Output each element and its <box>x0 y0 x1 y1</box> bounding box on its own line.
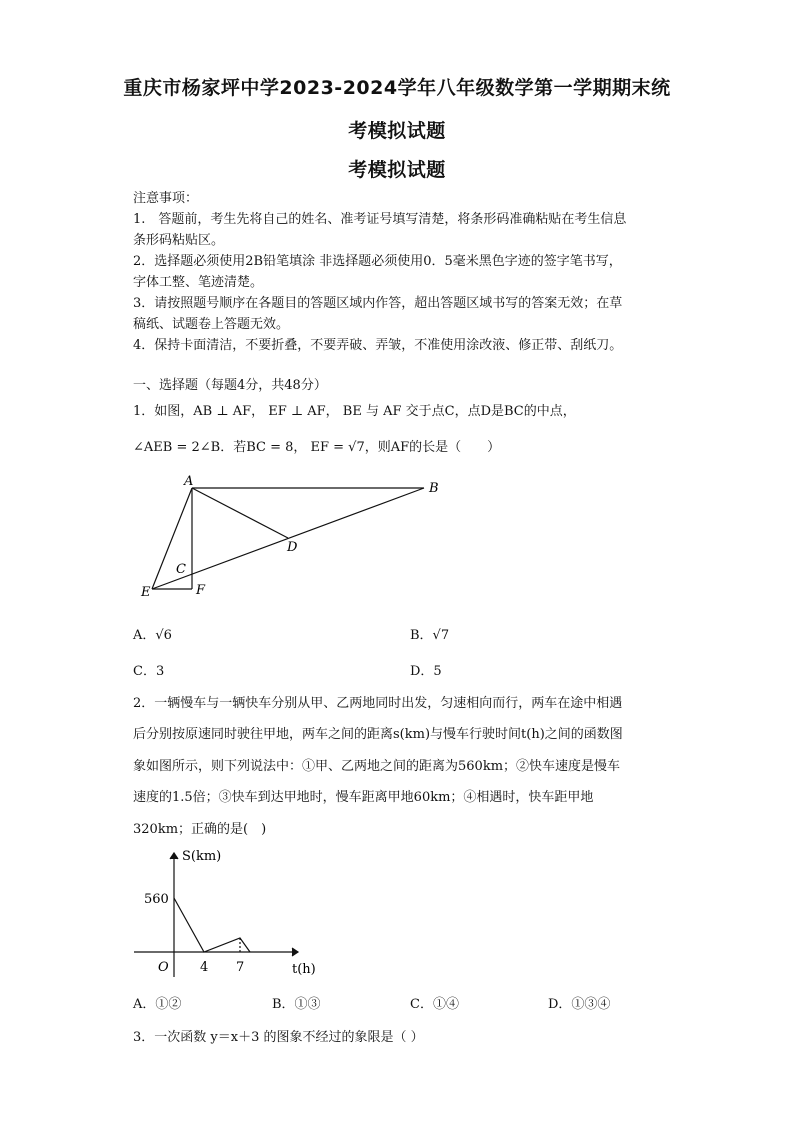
label-E: E <box>141 585 151 600</box>
label-B: B <box>429 481 439 496</box>
notice-item-1-cont: 条形码粘贴区。 <box>133 233 225 248</box>
q2-text-line4: 速度的1.5倍；③快车到达甲地时，慢车距离甲地60km；④相遇时，快车距甲地 <box>133 790 594 805</box>
segment-EB <box>152 488 424 589</box>
segment-AD <box>192 488 288 538</box>
q1-text-line1: 1．如图，AB ⊥ AF， EF ⊥ AF， BE 与 AF 交于点C，点D是BC的中点， <box>133 404 576 419</box>
notice-heading: 注意事项： <box>133 191 199 206</box>
section-heading: 一、选择题（每题4分，共48分） <box>133 378 327 393</box>
segment-AE <box>152 488 192 589</box>
label-A: A <box>184 474 194 489</box>
q1-option-b: B．√7 <box>410 628 450 643</box>
label-D: D <box>287 540 298 555</box>
notice-item-2-cont: 字体工整、笔迹清楚。 <box>133 275 264 290</box>
q3-text-line1: 3．一次函数 y＝x＋3 的图象不经过的象限是（ ） <box>133 1030 424 1045</box>
q1-option-d: D．5 <box>410 664 442 679</box>
q2-text-line3: 象如图所示，则下列说法中：①甲、乙两地之间的距离为560km；②快车速度是慢车 <box>133 759 621 774</box>
q2-option-c: C．①④ <box>410 997 459 1012</box>
notice-item-1: 1. 答题前，考生先将自己的姓名、准考证号填写清楚，将条形码准确粘贴在考生信息 <box>133 212 627 227</box>
y-tick-560: 560 <box>144 892 169 907</box>
x-tick-4: 4 <box>200 960 209 975</box>
q2-option-a: A．①② <box>133 997 182 1012</box>
x-tick-7: 7 <box>236 960 245 975</box>
q2-text-line2: 后分别按原速同时驶往甲地，两车之间的距离s(km)与慢车行驶时间t(h)之间的函数图 <box>133 727 623 742</box>
x-axis-arrow <box>292 948 298 956</box>
exam-title-line2: 考模拟试题 <box>348 120 446 142</box>
notice-item-3-cont: 稿纸、试题卷上答题无效。 <box>133 317 290 332</box>
q2-option-b: B．①③ <box>272 997 321 1012</box>
notice-item-3: 3．请按照题号顺序在各题目的答题区域内作答，超出答题区域书写的答案无效；在草 <box>133 296 623 311</box>
q2-option-d: D．①③④ <box>548 997 611 1012</box>
origin-label: O <box>158 960 169 975</box>
exam-title-line3: 考模拟试题 <box>348 159 446 181</box>
q2-text-line5: 320km；正确的是( ) <box>133 822 267 837</box>
q2-text-line1: 2．一辆慢车与一辆快车分别从甲、乙两地同时出发，匀速相向而行，两车在途中相遇 <box>133 696 623 711</box>
exam-title-line1: 重庆市杨家坪中学2023-2024学年八年级数学第一学期期末统 <box>123 77 671 99</box>
y-axis-arrow <box>170 853 178 859</box>
notice-item-4: 4．保持卡面清洁，不要折叠，不要弄破、弄皱，不准使用涂改液、修正带、刮纸刀。 <box>133 338 623 353</box>
q1-geometry-figure <box>130 468 450 603</box>
q1-text-line2: ∠AEB = 2∠B．若BC = 8， EF = √7，则AF的长是（ ） <box>133 440 501 455</box>
graph-line <box>174 898 250 952</box>
label-F: F <box>196 583 206 598</box>
y-axis-label: S(km) <box>182 849 222 864</box>
label-C: C <box>176 562 186 577</box>
notice-item-2: 2．选择题必须使用2B铅笔填涂 非选择题必须使用0．5毫米黑色字迹的签字笔书写， <box>133 254 622 269</box>
q1-option-a: A．√6 <box>133 628 172 643</box>
x-axis-label: t(h) <box>292 962 316 977</box>
q1-option-c: C．3 <box>133 664 165 679</box>
q2-function-graph <box>130 845 330 980</box>
